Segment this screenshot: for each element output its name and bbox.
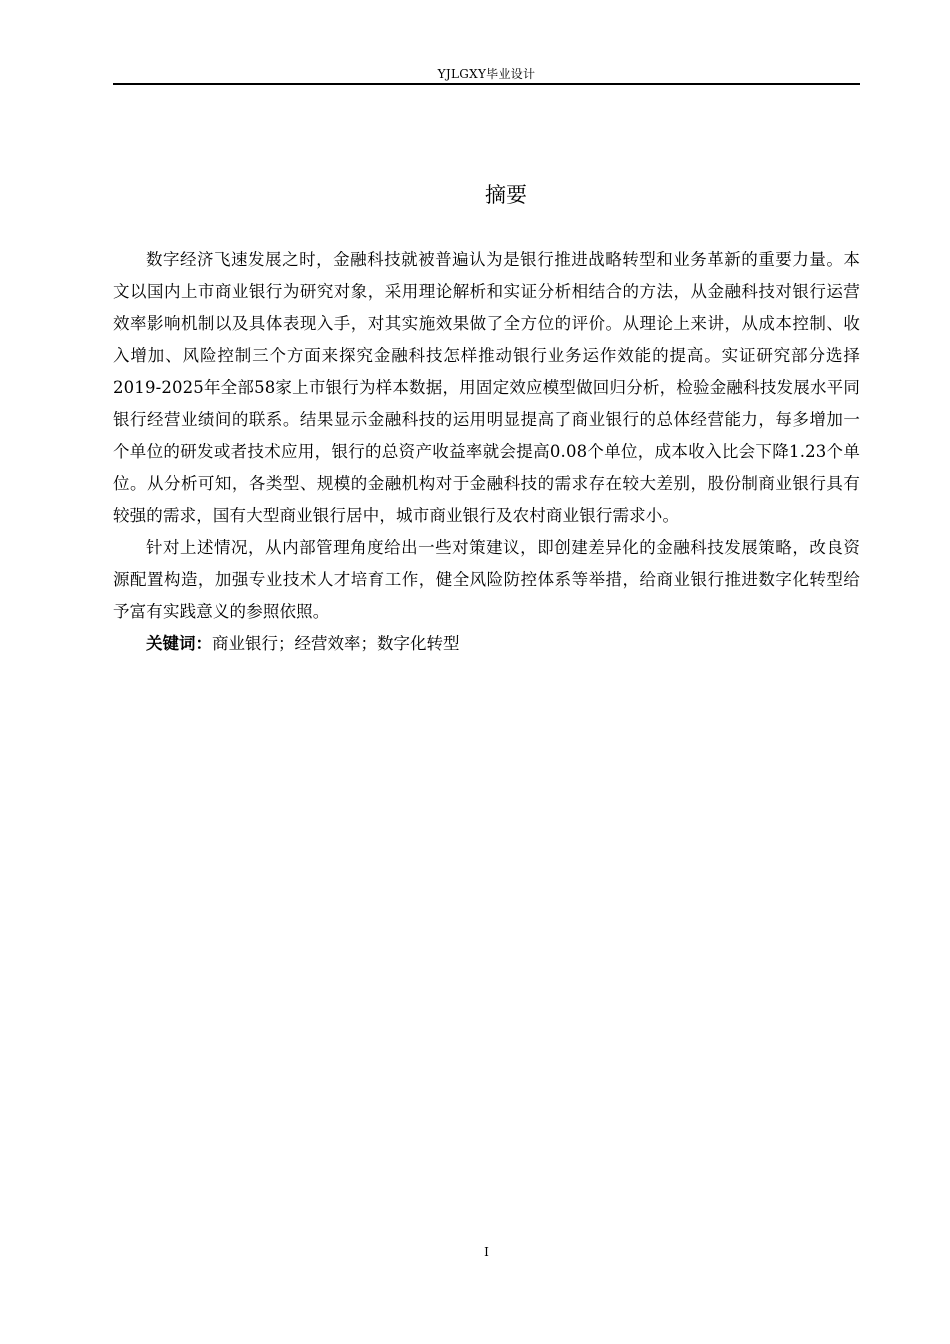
keywords-label: 关键词： xyxy=(146,634,212,653)
abstract-paragraph-1: 数字经济飞速发展之时，金融科技就被普遍认为是银行推进战略转型和业务革新的重要力量。本文以国内上市商业银行为研究对象，采用理论解析和实证分析相结合的方法，从金融科技对银行运营效率影响机制以及具体表现入手，对其实施效果做了全方位的评价。从理论上来讲，从成本控制、收入增加、风险控制三个方面来探究金融科技怎样推动银行业务运作效能的提高。实证研究部分选择2019-2025年全部58家上市银行为样本数据，用固定效应模型做回归分析，检验金融科技发展水平同银行经营业绩间的联系。结果显示金融科技的运用明显提高了商业银行的总体经营能力，每多增加一个单位的研发或者技术应用，银行的总资产收益率就会提高0.08个单位，成本收入比会下降1.23个单位。从分析可知，各类型、规模的金融机构对于金融科技的需求存在较大差别，股份制商业银行具有较强的需求，国有大型商业银行居中，城市商业银行及农村商业银行需求小。 xyxy=(113,250,860,525)
header-rule xyxy=(113,83,860,85)
abstract-body xyxy=(113,244,860,660)
page-number: I xyxy=(484,1245,489,1259)
keywords-line xyxy=(113,628,860,660)
abstract-paragraph-2: 针对上述情况，从内部管理角度给出一些对策建议，即创建差异化的金融科技发展策略，改良资源配置构造，加强专业技术人才培育工作，健全风险防控体系等举措，给商业银行推进数字化转型给予富有实践意义的参照依照。 xyxy=(113,538,860,621)
abstract-title: 摘要 xyxy=(485,183,527,207)
running-header: YJLGXY毕业设计 xyxy=(437,67,536,81)
keywords-value: 商业银行；经营效率；数字化转型 xyxy=(212,634,460,653)
